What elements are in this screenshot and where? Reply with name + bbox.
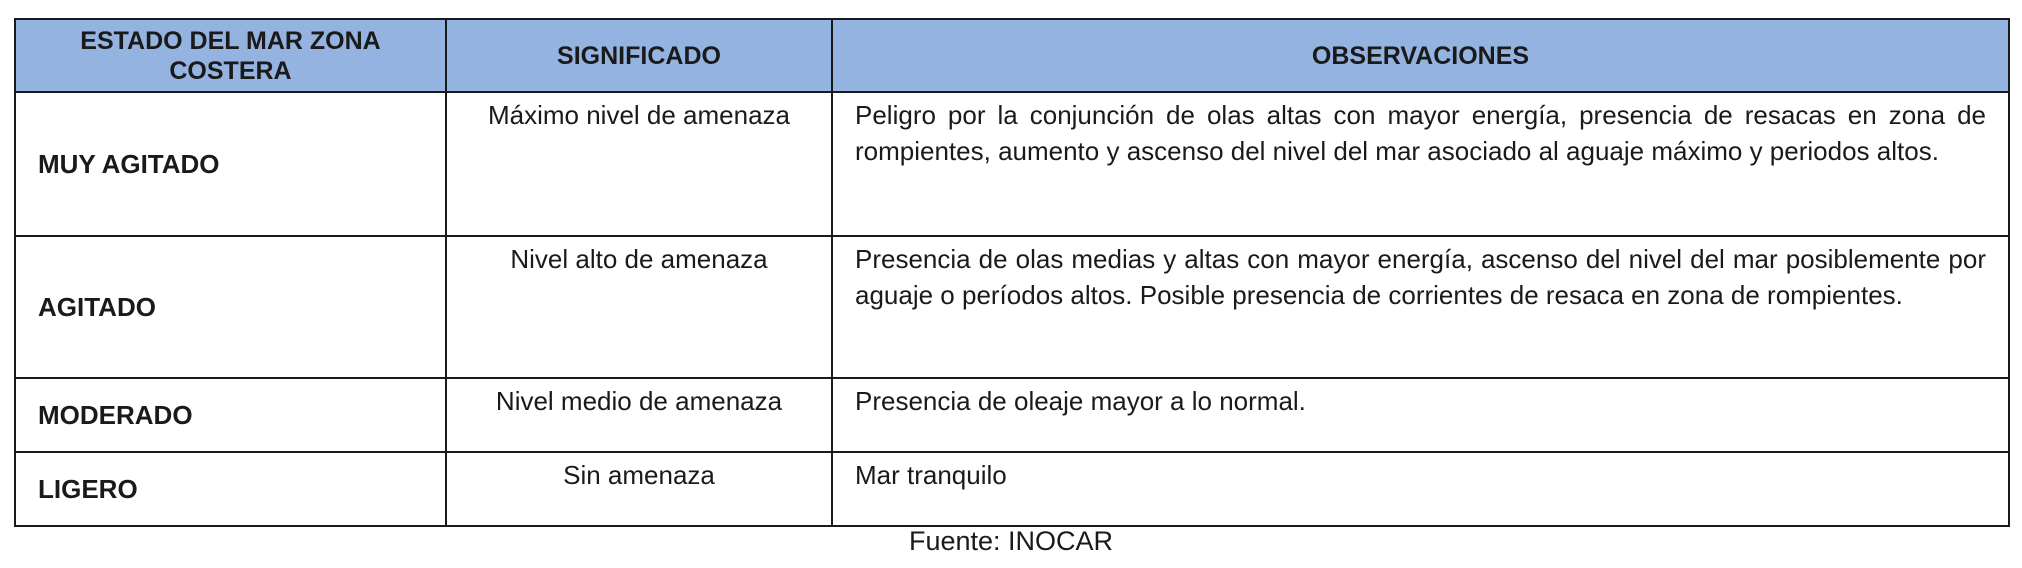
cell-significado: Máximo nivel de amenaza [446,92,832,236]
cell-significado: Nivel alto de amenaza [446,236,832,378]
cell-estado: MUY AGITADO [15,92,446,236]
sea-state-table [14,18,2010,527]
sea-state-table-container [14,18,2008,527]
table-row [15,452,2009,526]
cell-estado: AGITADO [15,236,446,378]
cell-estado: LIGERO [15,452,446,526]
header-observaciones: OBSERVACIONES [832,19,2009,92]
header-estado: ESTADO DEL MAR ZONA COSTERA [15,19,446,92]
cell-observaciones: Presencia de oleaje mayor a lo normal. [832,378,2009,452]
header-row [15,19,2009,92]
cell-observaciones: Mar tranquilo [832,452,2009,526]
cell-significado: Sin amenaza [446,452,832,526]
cell-observaciones: Presencia de olas medias y altas con mayor energía, ascenso del nivel del mar posiblemente por aguaje o períodos altos. Posible presencia de corrientes de resaca en zona de rompientes. [832,236,2009,378]
table-body [15,92,2009,526]
table-row [15,92,2009,236]
cell-significado: Nivel medio de amenaza [446,378,832,452]
table-header [15,19,2009,92]
source-caption: Fuente: INOCAR [908,526,1114,556]
table-row [15,378,2009,452]
header-significado: SIGNIFICADO [446,19,832,92]
cell-estado: MODERADO [15,378,446,452]
cell-observaciones: Peligro por la conjunción de olas altas con mayor energía, presencia de resacas en zona de rompientes, aumento y ascenso del nivel del mar asociado al aguaje máximo y periodos altos. [832,92,2009,236]
table-row [15,236,2009,378]
